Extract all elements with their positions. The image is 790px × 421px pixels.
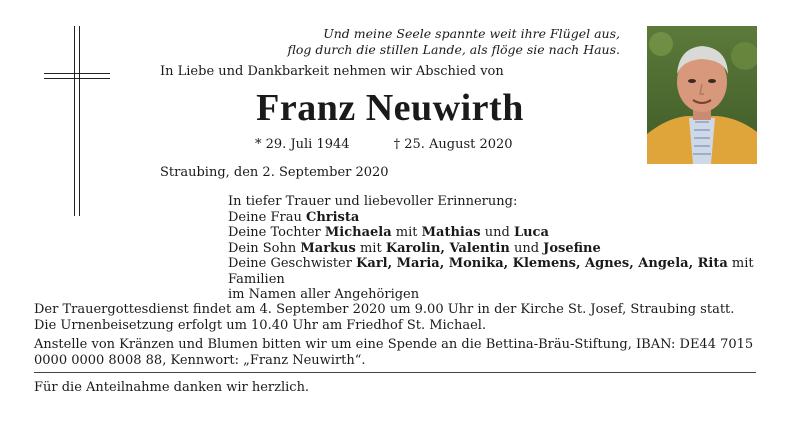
mourners-heading: In tiefer Trauer und liebevoller Erinnerung: <box>228 194 518 209</box>
intro-text: In Liebe und Dankbarkeit nehmen wir Abschied von <box>160 64 504 79</box>
portrait-photo <box>647 26 757 164</box>
death-date: † 25. August 2020 <box>393 137 513 152</box>
deceased-name: Franz Neuwirth <box>256 87 524 129</box>
poem-line: Und meine Seele spannte weit ihre Flügel aus, <box>323 26 620 41</box>
cross-icon <box>74 26 80 216</box>
service-line: Die Urnenbeisetzung erfolgt um 10.40 Uhr am Friedhof St. Michael. <box>34 318 487 333</box>
donation-info <box>34 337 756 369</box>
service-line: Der Trauergottesdienst findet am 4. September 2020 um 9.00 Uhr in der Kirche St. Josef, Straubing statt. <box>34 302 735 317</box>
cross-icon-joint <box>76 75 79 78</box>
poem-quote <box>260 26 620 58</box>
life-dates <box>255 137 557 152</box>
mourner-line: Dein Sohn Markus mit Karolin, Valentin und Josefine <box>228 240 601 256</box>
mourners-list <box>228 194 790 303</box>
mourner-line: im Namen aller Angehörigen <box>228 287 420 302</box>
divider <box>34 372 756 373</box>
birth-date: * 29. Juli 1944 <box>255 137 350 152</box>
service-info <box>34 302 734 334</box>
mourner-line: Deine Tochter Michaela mit Mathias und Luca <box>228 225 549 240</box>
donation-line: 0000 0000 8008 88, Kennwort: „Franz Neuwirth“. <box>34 353 366 368</box>
mourner-line: Deine Frau Christa <box>228 209 360 225</box>
place-date: Straubing, den 2. September 2020 <box>160 165 389 180</box>
mourner-line: Deine Geschwister Karl, Maria, Monika, Klemens, Agnes, Angela, Rita mit Familien <box>228 256 754 287</box>
poem-line: flog durch die stillen Lande, als flöge sie nach Haus. <box>287 42 620 57</box>
donation-line: Anstelle von Kränzen und Blumen bitten wir um eine Spende an die Bettina-Bräu-Stiftung, IBAN: DE44 7015 <box>34 337 754 352</box>
thanks-text: Für die Anteilnahme danken wir herzlich. <box>34 380 310 395</box>
